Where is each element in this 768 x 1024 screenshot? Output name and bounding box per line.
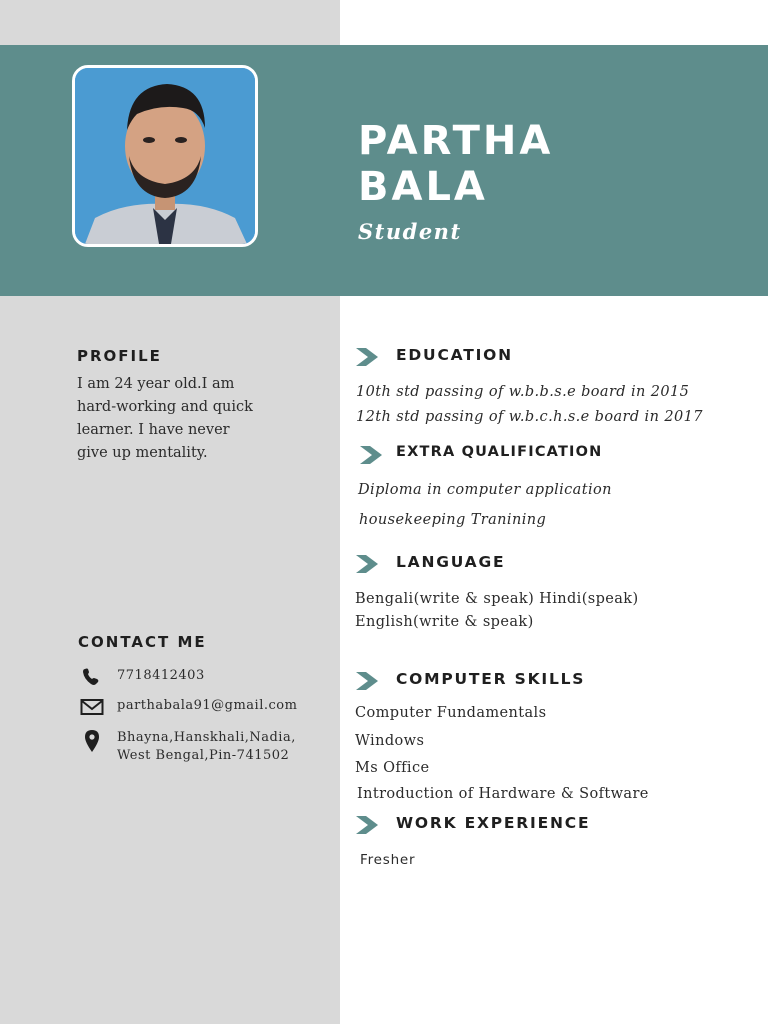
qualification-item: Diploma in computer application [358, 482, 612, 498]
profile-text [77, 373, 317, 465]
phone-number: 7718412403 [117, 668, 205, 683]
profile-line: learner. I have never [77, 422, 230, 438]
education-item: 12th std passing of w.b.c.h.s.e board in 2017 [356, 409, 703, 425]
address-line-2: West Bengal,Pin-741502 [117, 748, 290, 763]
chevron-right-icon [356, 816, 382, 834]
candidate-name [358, 118, 553, 210]
education-item: 10th std passing of w.b.b.s.e board in 2015 [356, 384, 690, 400]
skill-item: Ms Office [355, 760, 430, 776]
address-line-1: Bhayna,Hanskhali,Nadia, [117, 730, 296, 745]
skill-item: Introduction of Hardware & Software [357, 786, 649, 802]
chevron-right-icon [360, 446, 386, 464]
chevron-right-icon [356, 348, 382, 366]
extra-qualification-heading: EXTRA QUALIFICATION [396, 444, 603, 460]
profile-line: hard-working and quick [77, 399, 253, 415]
phone-icon [80, 667, 104, 687]
avatar-portrait [75, 68, 255, 244]
chevron-right-icon [356, 555, 382, 573]
work-experience-item: Fresher [360, 852, 416, 868]
profile-heading: PROFILE [77, 347, 162, 365]
location-pin-icon [80, 729, 104, 753]
computer-skills-heading: COMPUTER SKILLS [396, 670, 586, 688]
profile-line: give up mentality. [77, 445, 208, 461]
language-line: English(write & speak) [355, 614, 534, 630]
mail-icon [80, 697, 104, 717]
contact-heading: CONTACT ME [78, 633, 207, 651]
profile-photo [72, 65, 258, 247]
language-heading: LANGUAGE [396, 553, 506, 571]
profile-line: I am 24 year old.I am [77, 376, 235, 392]
skill-item: Computer Fundamentals [355, 705, 547, 721]
name-line-2: BALA [358, 164, 488, 210]
skill-item: Windows [355, 733, 425, 749]
language-line: Bengali(write & speak) Hindi(speak) [355, 591, 639, 607]
name-line-1: PARTHA [358, 118, 554, 164]
email-address: parthabala91@gmail.com [117, 698, 298, 713]
qualification-item: housekeeping Tranining [359, 512, 547, 528]
education-heading: EDUCATION [396, 346, 513, 364]
work-experience-heading: WORK EXPERIENCE [396, 814, 591, 832]
chevron-right-icon [356, 672, 382, 690]
candidate-role: Student [358, 219, 462, 244]
